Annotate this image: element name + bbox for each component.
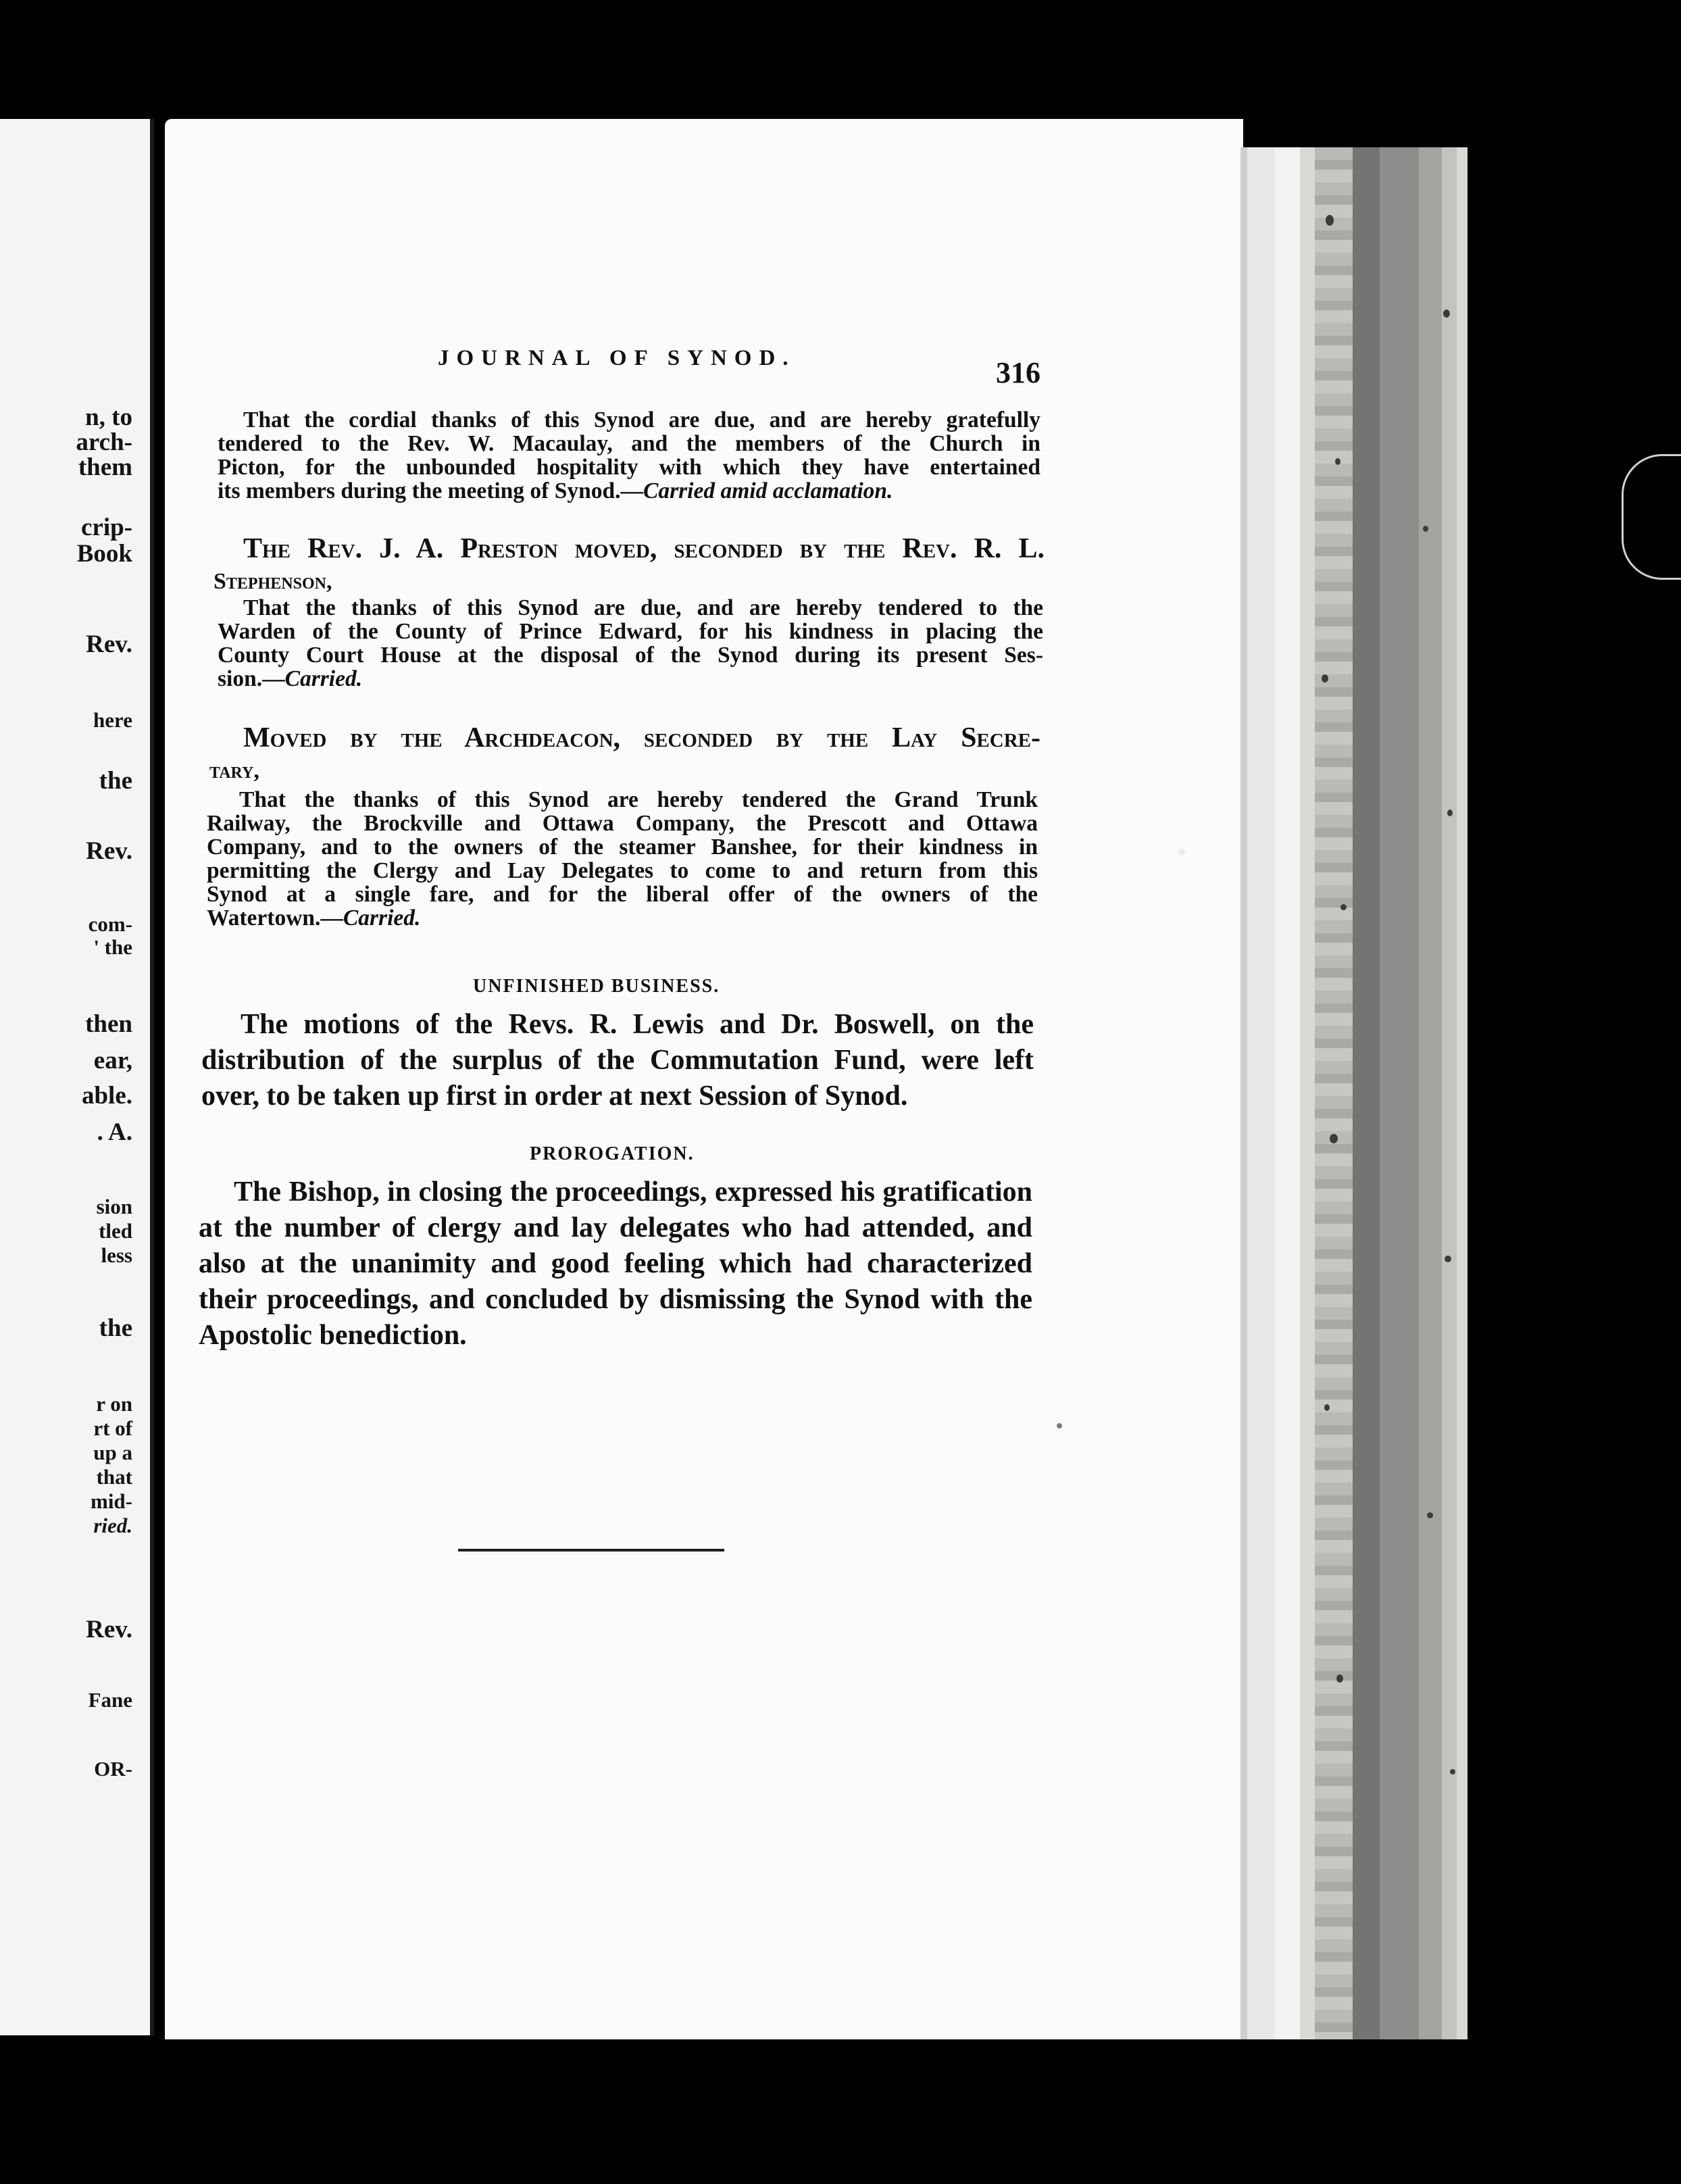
text-line — [207, 906, 1038, 930]
left-page-line: Fane — [88, 1688, 132, 1712]
left-page-line: Rev. — [86, 630, 132, 658]
left-page-line: sion — [96, 1195, 132, 1218]
text-line: The Rev. J. A. Preston moved, seconded by the Rev. R. L. — [243, 533, 1045, 564]
text-line: Synod at a single fare, and for the liberal offer of the owners of the — [207, 882, 1038, 907]
left-page-line: mid- — [91, 1489, 132, 1513]
left-page-line: arch- — [76, 428, 132, 456]
text-segment: Watertown.— — [207, 905, 343, 930]
left-page-line: here — [93, 708, 132, 732]
resolution-paragraph — [207, 788, 1038, 930]
prorogation-paragraph — [199, 1174, 1032, 1354]
left-page-line: . A. — [97, 1118, 132, 1146]
resolution-paragraph — [218, 408, 1040, 503]
text-segment: its members during the meeting of Synod.— — [218, 478, 643, 503]
text-line: County Court House at the disposal of the Synod during its present Ses- — [218, 643, 1043, 668]
scan-artifact-arc — [1622, 454, 1681, 580]
left-page-line: then — [85, 1010, 132, 1038]
left-page-line: ear, — [93, 1047, 132, 1074]
left-page-line: the — [99, 767, 132, 795]
left-page-line: able. — [81, 1082, 132, 1110]
book-page-edges — [1240, 147, 1484, 2039]
left-page-line: Rev. — [86, 837, 132, 865]
text-line: Picton, for the unbounded hospitality with which they have entertained — [218, 455, 1040, 480]
left-page-line: Rev. — [86, 1616, 132, 1643]
left-page-line: com- — [88, 912, 132, 936]
left-page-line: that — [96, 1465, 132, 1489]
text-line: That the cordial thanks of this Synod are due, and are hereby gratefully — [243, 407, 1040, 432]
unfinished-business-paragraph — [201, 1007, 1034, 1114]
carried-note: Carried. — [284, 666, 363, 691]
section-heading-unfinished-business: UNFINISHED BUSINESS. — [473, 976, 720, 997]
text-line: permitting the Clergy and Lay Delegates to come to and return from this — [207, 858, 1038, 883]
left-page-line: OR- — [94, 1757, 132, 1781]
left-page-line: crip- — [80, 514, 132, 541]
text-line: distribution of the surplus of the Commutation Fund, were left — [201, 1045, 1034, 1076]
text-line: Stephenson, — [214, 569, 332, 594]
text-line: That the thanks of this Synod are due, and are hereby tendered to the — [243, 595, 1043, 620]
left-page-line: ried. — [93, 1514, 132, 1537]
carried-note: Carried amid acclamation. — [643, 478, 893, 503]
text-line: Moved by the Archdeacon, seconded by the Lay Secre- — [243, 722, 1040, 753]
text-line: tary, — [209, 758, 259, 783]
text-line: at the number of clergy and lay delegates who had attended, and — [199, 1212, 1032, 1243]
closing-rule — [458, 1549, 724, 1552]
text-line: The motions of the Revs. R. Lewis and Dr. Boswell, on the — [241, 1009, 1034, 1040]
text-line: over, to be taken up first in order at next Session of Synod. — [201, 1081, 908, 1112]
left-page-line: them — [78, 453, 132, 481]
left-page-line: rt of — [93, 1416, 132, 1440]
text-line: Warden of the County of Prince Edward, for his kindness in placing the — [218, 619, 1043, 644]
text-line: That the thanks of this Synod are hereby tendered the Grand Trunk — [239, 787, 1038, 812]
left-page-line: up a — [93, 1441, 132, 1464]
text-line: tendered to the Rev. W. Macaulay, and the members of the Church in — [218, 431, 1040, 456]
text-line: Railway, the Brockville and Ottawa Company, the Prescott and Ottawa — [207, 811, 1038, 836]
section-heading-prorogation: PROROGATION. — [530, 1143, 695, 1164]
left-page-line: ' the — [93, 935, 132, 959]
text-line — [218, 479, 1040, 503]
left-page-line: less — [101, 1243, 132, 1267]
left-facing-page — [0, 119, 154, 2035]
running-head: JOURNAL OF SYNOD. — [438, 346, 796, 370]
left-page-line: tled — [99, 1219, 132, 1243]
text-line: also at the unanimity and good feeling which had characterized — [199, 1248, 1032, 1279]
motion-paragraph — [209, 720, 1040, 786]
text-line — [218, 667, 1043, 691]
page-number: 316 — [996, 356, 1040, 389]
left-page-line: the — [99, 1314, 132, 1342]
text-segment: sion.— — [218, 666, 285, 691]
left-page-line: n, to — [85, 403, 132, 431]
left-page-line: Book — [76, 540, 132, 568]
left-page-line: r on — [96, 1392, 132, 1416]
motion-paragraph — [214, 531, 1045, 597]
text-line: The Bishop, in closing the proceedings, expressed his gratification — [234, 1176, 1032, 1208]
resolution-paragraph — [218, 596, 1043, 691]
text-line: Apostolic benediction. — [199, 1320, 467, 1351]
carried-note: Carried. — [343, 905, 421, 930]
text-line: their proceedings, and concluded by dismissing the Synod with the — [199, 1284, 1032, 1315]
text-line: Company, and to the owners of the steamer Banshee, for their kindness in — [207, 835, 1038, 860]
